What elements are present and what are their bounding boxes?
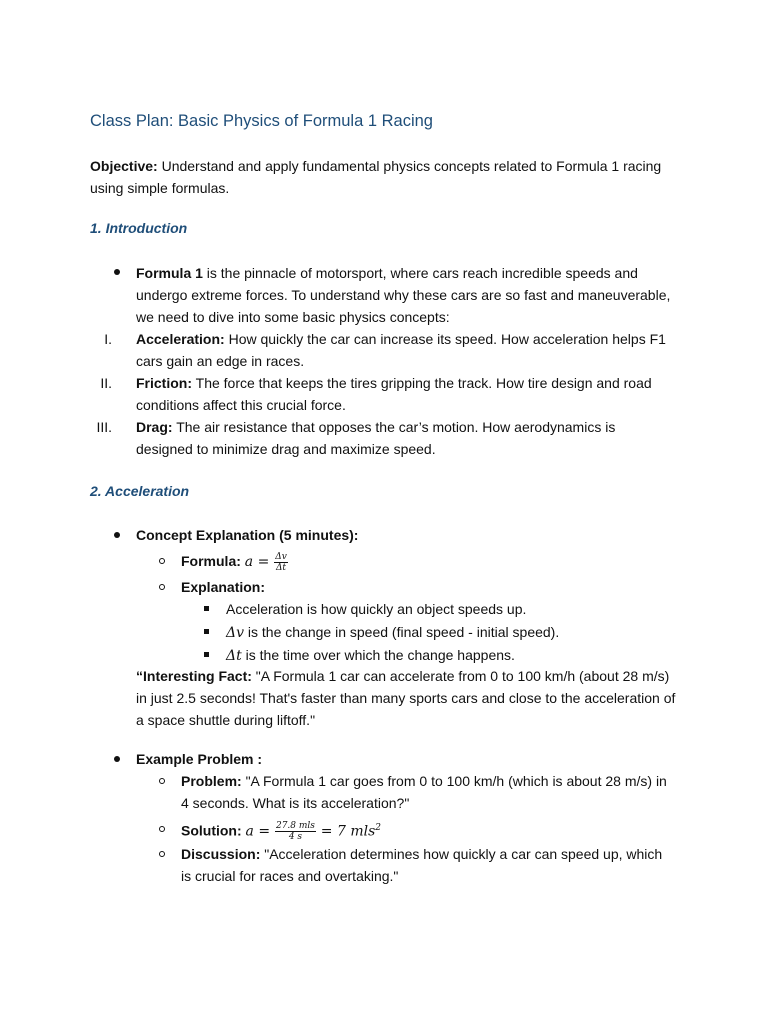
explanation-point-3 [226,644,515,667]
bullet-icon [114,532,120,538]
objective-text: Understand and apply fundamental physics concepts related to Formula 1 racing using simple formulas. [90,158,662,196]
numeral-3: III. [96,419,112,435]
explanation-point-2 [226,621,559,644]
explanation-point-1 [226,598,526,620]
bullet-icon [114,269,120,275]
solution-numerator: 27.8 mls [275,821,315,832]
solution-denominator: 4 s [288,832,303,843]
formula-fraction [274,552,288,573]
example-label [136,748,262,770]
problem-label: Problem: [181,773,242,789]
objective-label: Objective: [90,158,158,174]
intro-bullet-bold: Formula 1 [136,265,203,281]
intro-bullet-text [136,262,676,328]
solution-rhs: = 7 mls [320,823,376,840]
explanation-label [181,576,265,598]
list-item-drag [136,416,676,460]
problem-text: "A Formula 1 car goes from 0 to 100 km/h (which is about 28 m/s) in 4 seconds. What is its acceleration?" [181,773,667,811]
document-title: Class Plan: Basic Physics of Formula 1 Racing [90,112,433,130]
solution-row [181,817,381,843]
example-label-text: Example Problem : [136,751,263,767]
point-symbol: Δt [226,648,242,664]
circle-bullet-icon [159,584,165,590]
circle-bullet-icon [159,851,165,857]
discussion-label: Discussion: [181,846,261,862]
circle-bullet-icon [159,778,165,784]
formula-lhs: a = [244,554,270,570]
bullet-icon [114,756,120,762]
intro-bullet-body: is the pinnacle of motorsport, where cars reach incredible speeds and undergo extreme forces. To understand why these cars are so fast and maneuverable, we need to dive into some basic physics concepts: [136,265,671,325]
point-text: is the time over which the change happens. [241,647,515,663]
item-body: How quickly the car can increase its speed. How acceleration helps F1 cars gain an edge in races. [136,331,666,369]
circle-bullet-icon [159,558,165,564]
list-item-acceleration [136,328,676,372]
point-text: is the change in speed (final speed - initial speed). [244,624,560,640]
circle-bullet-icon [159,826,165,832]
list-item-friction [136,372,676,416]
item-body: The air resistance that opposes the car’s motion. How aerodynamics is designed to minimize drag and maximize speed. [136,419,616,457]
point-symbol: Δv [226,625,245,641]
formula-row [181,550,289,573]
fact-label: “Interesting Fact: [136,668,252,684]
objective-paragraph [90,155,680,199]
formula-label: Formula: [181,553,241,569]
explanation-label-text: Explanation: [181,579,266,595]
item-bold: Friction: [136,375,192,391]
formula-denominator: Δt [275,562,287,573]
square-bullet-icon [204,652,209,657]
concept-label-text: Concept Explanation (5 minutes): [136,527,359,543]
item-bold: Acceleration: [136,331,225,347]
solution-lhs: a = [245,823,271,840]
discussion-row [181,843,676,887]
fact-text: "A Formula 1 car can accelerate from 0 to 100 km/h (about 28 m/s) in just 2.5 seconds! That's faster than many sports cars and close to the acceleration of a space shuttle during liftoff." [136,668,676,728]
section-heading-acceleration: 2. Acceleration [90,483,190,499]
point-text: Acceleration is how quickly an object speeds up. [226,601,527,617]
solution-exponent: 2 [375,823,382,833]
discussion-text: "Acceleration determines how quickly a car can speed up, which is crucial for races and overtaking." [181,846,663,884]
numeral-2: II. [100,375,112,391]
numeral-1: I. [104,331,112,347]
formula-numerator: Δv [275,551,287,562]
item-bold: Drag: [136,419,173,435]
square-bullet-icon [204,606,209,611]
concept-label [136,524,358,546]
problem-row [181,770,676,814]
section-heading-introduction: 1. Introduction [90,220,188,236]
solution-fraction [275,821,316,842]
item-body: The force that keeps the tires gripping the track. How tire design and road conditions affect this crucial force. [136,375,652,413]
square-bullet-icon [204,629,209,634]
solution-label: Solution: [181,822,242,839]
interesting-fact [136,665,676,731]
